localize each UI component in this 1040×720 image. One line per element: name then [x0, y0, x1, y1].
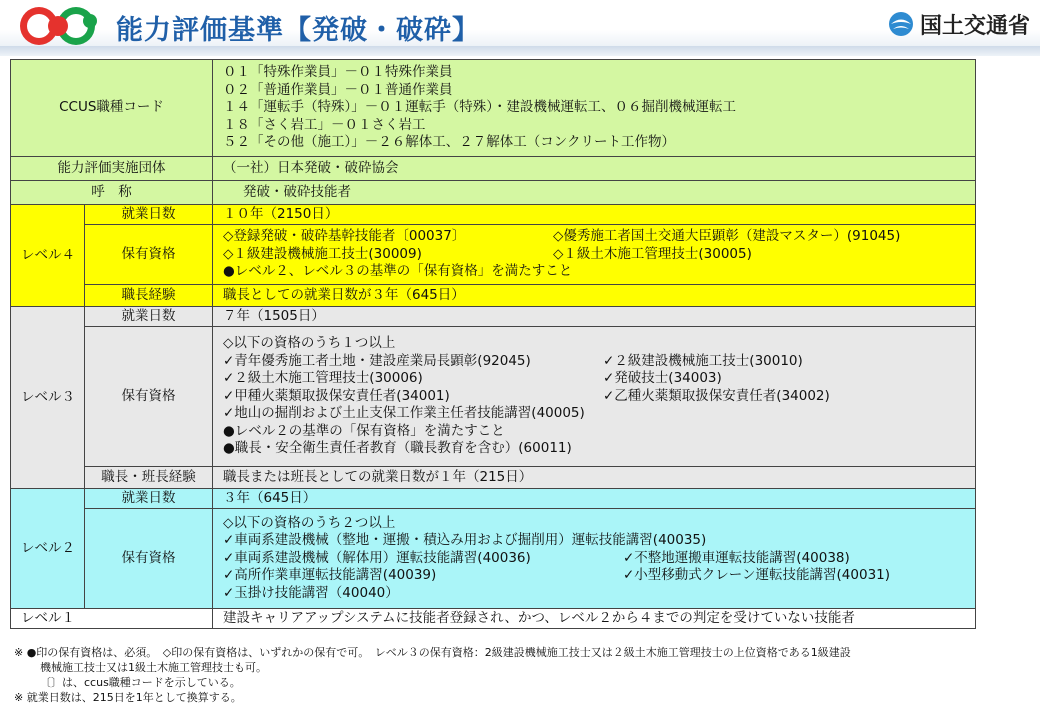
- table-row: [11, 157, 976, 181]
- ccus-code-label: CCUS職種コード: [11, 60, 213, 157]
- level2-days-value: ３年（645日）: [213, 489, 976, 509]
- level1-value: 建設キャリアアップシステムに技能者登録され、かつ、レベル２から４までの判定を受けていない技能者: [213, 609, 976, 629]
- footnote: ※ 就業日数は、215日を1年として換算する。: [14, 691, 242, 704]
- ministry-name: 国土交通省: [919, 13, 1030, 39]
- org-value: （一社）日本発破・破砕協会: [213, 157, 976, 181]
- level4-days-label: 就業日数: [85, 205, 213, 225]
- list-item: １８「さく岩工」－０１さく岩工: [223, 116, 426, 133]
- level3-label: レベル３: [11, 307, 85, 489]
- list-item: ０２「普通作業員」－０１普通作業員: [223, 81, 453, 98]
- list-item: ✓２級土木施工管理技士(30006) ✓発破技士(34003): [223, 370, 722, 387]
- up-logo-icon: [18, 5, 102, 47]
- svg-text:U: U: [32, 17, 45, 36]
- level4-days-value: １０年（2150日）: [213, 205, 976, 225]
- level2-qual-label: 保有資格: [85, 509, 213, 609]
- title-value: 発破・破砕技能者: [213, 181, 976, 205]
- list-item: ◇以下の資格のうち２つ以上: [223, 514, 396, 531]
- footnote: 〔〕は、ccus職種コードを示している。: [40, 676, 241, 689]
- level3-days-value: ７年（1505日）: [213, 307, 976, 327]
- list-item: ✓甲種火薬類取扱保安責任者(34001) ✓乙種火薬類取扱保安責任者(34002): [223, 387, 830, 404]
- level4-exp-label: 職長経験: [85, 285, 213, 307]
- level3-days-label: 就業日数: [85, 307, 213, 327]
- list-item: ●レベル２、レベル３の基準の「保有資格」を満たすこと: [223, 263, 573, 280]
- evaluation-table: [10, 59, 976, 629]
- page-title: 能力評価基準【発破・破砕】: [116, 15, 480, 46]
- table-row: [11, 225, 976, 285]
- list-item: ✓車両系建設機械（解体用）運転技能講習(40036) ✓不整地運搬車運転技能講習(40038): [223, 549, 850, 566]
- level4-qual-label: 保有資格: [85, 225, 213, 285]
- list-item: ✓地山の掘削および土止支保工作業主任者技能講習(40005): [223, 405, 585, 422]
- svg-text:P: P: [69, 17, 81, 36]
- list-item: ◇１級建設機械施工技士(30009) ◇１級土木施工管理技士(30005): [223, 245, 752, 262]
- title-label: 呼 称: [11, 181, 213, 205]
- level3-exp-label: 職長・班長経験: [85, 467, 213, 489]
- list-item: ５２「その他（施工）」－２６解体工、２７解体工（コンクリート工作物）: [223, 134, 675, 151]
- list-item: ◇登録発破・破砕基幹技能者〔00037〕 ◇優秀施工者国土交通大臣顕彰（建設マスター）(91045): [223, 228, 901, 245]
- table-row: [11, 307, 976, 327]
- list-item: ●レベル２の基準の「保有資格」を満たすこと: [223, 422, 505, 439]
- level4-exp-value: 職長としての就業日数が３年（645日）: [213, 285, 976, 307]
- org-label: 能力評価実施団体: [11, 157, 213, 181]
- table-row: [11, 285, 976, 307]
- list-item: ◇以下の資格のうち１つ以上: [223, 335, 396, 352]
- level2-days-label: 就業日数: [85, 489, 213, 509]
- table-row: [11, 327, 976, 467]
- level4-qual-list: [213, 225, 976, 285]
- level3-exp-value: 職長または班長としての就業日数が１年（215日）: [213, 467, 976, 489]
- level2-qual-list: [213, 509, 976, 609]
- footnotes: [14, 645, 1024, 705]
- ccus-code-list: [213, 60, 976, 157]
- header-divider: [0, 46, 1040, 56]
- ministry-emblem-icon: [888, 9, 914, 39]
- list-item: １４「運転手（特殊）」－０１運転手（特殊）・建設機械運転工、０６掘削機械運転工: [223, 99, 736, 116]
- footnote: 機械施工技士又は1級土木施工管理技士も可。: [40, 661, 267, 674]
- table-row: [11, 181, 976, 205]
- table-row: [11, 467, 976, 489]
- level4-label: レベル４: [11, 205, 85, 307]
- list-item: ●職長・安全衛生責任者教育（職長教育を含む）(60011): [223, 440, 572, 457]
- table-row: [11, 509, 976, 609]
- level3-qual-label: 保有資格: [85, 327, 213, 467]
- list-item: ０１「特殊作業員」－０１特殊作業員: [223, 64, 453, 81]
- table-row: [11, 60, 976, 157]
- table-row: [11, 609, 976, 629]
- level3-qual-list: [213, 327, 976, 467]
- table-row: [11, 205, 976, 225]
- ministry-logo: [888, 4, 1030, 44]
- list-item: ✓玉掛け技能講習（40040）: [223, 584, 399, 601]
- list-item: ✓青年優秀施工者土地・建設産業局長顕彰(92045) ✓２級建設機械施工技士(30010): [223, 352, 803, 369]
- table-row: [11, 489, 976, 509]
- level2-label: レベル２: [11, 489, 85, 609]
- list-item: ✓高所作業車運転技能講習(40039) ✓小型移動式クレーン運転技能講習(40031): [223, 567, 891, 584]
- list-item: ✓車両系建設機械（整地・運搬・積込み用および掘削用）運転技能講習(40035): [223, 532, 707, 549]
- level1-label: レベル１: [11, 609, 213, 629]
- footnote: ※ ●印の保有資格は、必須。 ◇印の保有資格は、いずれかの保有で可。 レベル３の保有資格：2級建設機械施工技士又は２級土木施工管理技士の上位資格である1級建設: [14, 646, 851, 659]
